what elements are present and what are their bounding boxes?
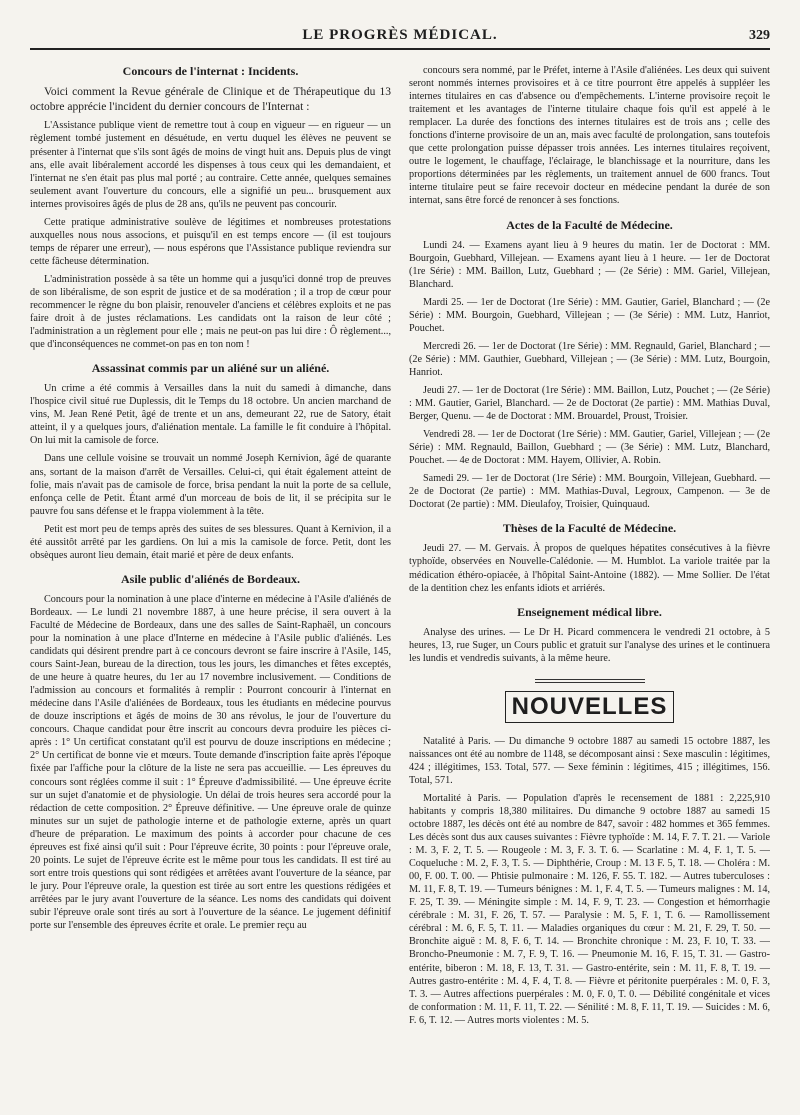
left-column [30,64,391,1095]
paragraph: concours sera nommé, par le Préfet, interne à l'Asile d'aliénées. Les deux qui suivent seront nommés internes provisoires et à ce titre pourront être appelés à suppléer les internes titulaires en cas d'absence ou d'empêchements. L'interne provisoire reçoit le traitement et les avantages de l'interne titulaire chaque fois qu'il est appelé à le remplacer. La durée des fonctions des internes titulaires est de trois ans ; celle des fonctions d'interne provisoire de un an, mais avec faculté de prolongation, sans toutefois que cette prolongation puisse dépasser trois années. Les internes titulaires reçoivent, outre le logement, le chauffage, l'éclairage, le blanchissage et la nourriture, dans les proportions déterminées par les règlements, un traitement annuel de 600 francs. Tout interne titulaire peut se faire recevoir docteur en médecine pendant la durée de son internat, sans être forcé de renoncer à ses fonctions. [409,65,770,207]
paragraph: Mardi 25. — 1er de Doctorat (1re Série) : MM. Gautier, Gariel, Blanchard ; — (2e Série) : MM. Bourgoin, Guebhard, Villejean ; — (3e Série) : MM. Lutz, Hanriot, Pouchet. [409,296,770,334]
section-title-actes-faculte: Actes de la Faculté de Médecine. [506,217,673,232]
paragraph: Samedi 29. — 1er de Doctorat (1re Série) : MM. Bourgoin, Villejean, Guebhard. — 2e de Doctorat (2e partie) : MM. Mathias-Duval, Legroux, Campenon. — 3e de Doctorat (2e partie) : MM. Dieulafoy, Troisier, Quinquaud. [409,473,770,511]
running-header [30,20,770,44]
running-title: LE PROGRÈS MÉDICAL. [302,27,498,43]
paragraph: Mercredi 26. — 1er de Doctorat (1re Série) : MM. Regnauld, Gariel, Blanchard ; — (2e Série) : MM. Gauthier, Guebhard, Villejean ; — (3e Série) : MM. Lutz, Bourgoin, Hanriot. [409,340,770,378]
page-number: 329 [749,28,770,43]
right-column [409,64,770,1095]
paragraph: Lundi 24. — Examens ayant lieu à 9 heures du matin. 1er de Doctorat : MM. Bourgoin, Guebhard, Villejean. — Examens ayant lieu à 1 heure. — 1er de Doctorat (1re Série) : MM. Baillon, Lutz, Guebhard ; — (2e Série) : MM. Gariel, Villejean, Blanchard. [409,239,770,290]
section-title-assassinat: Assassinat commis par un aliéné sur un aliéné. [91,361,330,376]
nouvelles-heading [409,679,770,723]
paragraph: L'administration possède à sa tête un homme qui a jusqu'ici donné trop de preuves de son libéralisme, de son esprit de justice et de sa modération ; il a trop de cœur pour recommencer le règne du bon plaisir, renouveler d'anciens et célèbres exploits et ne pas faire droit à de justes réclamations. Les candidats ont la raison de leur côté ; l'administration a un règlement pour elle ; mais ne peut-on pas lui dire : Ô règlement..., que d'inconséquences ne commet-on pas en ton nom ! [30,273,391,351]
section-title-asile-bordeaux: Asile public d'aliénés de Bordeaux. [120,571,301,586]
paragraph: Voici comment la Revue générale de Clinique et de Thérapeutique du 13 octobre apprécie l'incident du dernier concours de l'Internat : [30,86,391,113]
paragraph: Natalité à Paris. — Du dimanche 9 octobre 1887 au samedi 15 octobre 1887, les naissances ont été au nombre de 1148, se décomposant ainsi : Sexe masculin : légitimes, 424 ; illégitimes, 153. Total, 577. — Sexe féminin : légitimes, 415 ; illégitimes, 156. Total, 571. [409,735,770,786]
paragraph: Mortalité à Paris. — Population d'après le recensement de 1881 : 2,225,910 habitants y compris 18,380 militaires. Du dimanche 9 octobre 1887 au samedi 15 octobre 1887, les décès ont été au nombre de 847, savoir : 482 hommes et 365 femmes. Les décès sont dus aux causes suivantes : Fièvre typhoïde : M. 14, F. 7. T. 21. — Variole : M. 3, F. 2, T. 5. — Rougeole : M. 3, F. 3. T. 6. — Scarlatine : M. 4, F. 1, T. 5. — Coqueluche : M. 2, F. 3, T. 5. — Diphthérie, Croup : M. 13 F. 5, T. 18. — Choléra : M. 00, F. 00. T. 00. — Phtisie pulmonaire : M. 126, F. 55. T. 182. — Autres tuberculoses : M. 11, F. 8, T. 19. — Tumeurs bénignes : M. 1, F. 4, T. 5. — Tumeurs malignes : M. 14, F. 25, T. 39. — Méningite simple : M. 14, F. 9, T. 23. — Congestion et hémorrhagie cérébrale : M. 31, F. 26, T. 57. — Paralysie : M. 5, F. 1, T. 6. — Ramollissement cérébral : M. 6, F. 5, T. 11. — Maladies organiques du cœur : M. 21, F. 29, T. 50. — Bronchite aiguë : M. 8, F. 6, T. 14. — Bronchite chronique : M. 23, F. 10, T. 33. — Broncho-Pneumonie : M. 7, F. 9, T. 16. — Pneumonie M. 16, F. 15, T. 31. — Gastro-entérite, biberon : M. 18, F. 13, T. 31. — Gastro-entérite, sein : M. 11, F. 8, T. 19. — Autres gastro-entérite : M. 4, F. 4, T. 8. — Fièvre et péritonite puerpérales : M. 0, F. 3, T. 3. — Autres affections puerpérales : M. 0, F. 0, T. 0. — Débilité congénitale et vices de conformation : M. 11, F. 11, T. 22. — Sénilité : M. 8, F. 11, T. 19. — Suicides : M. 6, F. 6, T. 12. — Autres morts violentes : M. 5. [409,792,770,1026]
paragraph: Vendredi 28. — 1er de Doctorat (1re Série) : MM. Gautier, Gariel, Villejean ; — (2e Série) : MM. Regnauld, Baillon, Guebhard ; — (3e Série) : MM. Lutz, Blanchard, Pouchet. — 4e de Doctorat : MM. Hayem, Ollivier, A. Robin. [409,429,770,467]
paragraph: Dans une cellule voisine se trouvait un nommé Joseph Kernivion, âgé de quarante ans, sortant de la maison d'arrêt de Versailles. Celui-ci, qui était également atteint de folie, mais n'avait pas de camisole de force, brisa pendant la nuit la porte de sa cellule, enfonça celle de Petit. Étant armé d'un morceau de bois de lit, il se précipita sur le pauvre fou sans défense et le frappa violemment à la tête. [30,453,391,517]
paragraph: Concours pour la nomination à une place d'interne en médecine à l'Asile d'aliénés de Bordeaux. — Le lundi 21 novembre 1887, à une heure précise, il sera ouvert à la Faculté de Médecine de Bordeaux, dans une des salles de Saint-Raphaël, un concours pour la nomination à une place d'Interne en médecine à l'Asile public d'aliénés. Les candidats qui désirent prendre part à ce concours devront se faire inscrire à l'Asile, 145, cours Saint-Jean, bureau de la direction, tous les jours, les dimanches et fêtes exceptés, de une heure à quatre heures, du 1er au 17 novembre inclusivement. — Conditions de l'admission au concours et formalités à remplir : Pourront concourir à l'internat en médecine dans l'Asile d'aliénées de Bordeaux, tous les étudiants en médecine pourvus de douze inscriptions et âgés de moins de 30 ans révolus, le jour de l'ouverture du concours. Chaque candidat pour être inscrit au concours devra produire les pièces ci-après : 1° Un certificat constatant qu'il est pourvu de douze inscriptions en médecine ; 2° Un certificat de bonne vie et mœurs. Toute demande d'inscription faite après l'époque fixée par l'affiche pour la clôture de la liste ne sera pas accueillie. — Les épreuves du concours sont réglées comme il suit : 1° Épreuve d'admissibilité. — Une épreuve écrite sur un sujet d'anatomie et de physiologie. Un délai de trois heures sera accordé pour la rédaction de cette composition. 2° Épreuve définitive. — Une épreuve orale de quinze minutes sur un sujet de pathologie interne et de pathologie externe, après un quart d'heure de préparation. Le maximum des points à accorder pour chacune de ces épreuves est fixé ainsi qu'il suit : Pour l'épreuve écrite, 30 points : pour l'épreuve orale, 20 points. Le sujet de l'épreuve écrite est le même pour tous les candidats. Il est tiré au sort entre trois questions qui sont rédigées et arrêtées avant l'ouverture de la séance, par le jury. Pour l'épreuve orale, la question est tirée au sort entre les questions rédigées et arrêtées par le jury avant l'ouverture de la séance. Les noms des candidats qui doivent subir l'épreuve orale sont tirés au sort à l'ouverture de la séance. Le jugement définitif porte sur l'ensemble des épreuves écrite et orale. Le premier reçu au [30,593,391,932]
paragraph: Cette pratique administrative soulève de légitimes et nombreuses protestations auxquelles nous nous associons, et puisqu'il en est temps encore — (il est toujours temps de réparer une erreur), — nous espérons que l'Assistance publique reviendra sur cette fâcheuse détermination. [30,216,391,267]
nouvelles-title: NOUVELLES [505,691,675,723]
section-title-enseignement: Enseignement médical libre. [517,604,662,619]
paragraph: Un crime a été commis à Versailles dans la nuit du samedi à dimanche, dans l'hospice civil situé rue Duplessis, dit le Temps du 18 octobre. Un ancien marchand de vins, M. Jean René Petit, âgé de trente et un ans, demeurant 22, rue de Satory, était atteint, il y a quelques jours, d'aliénation mentale. La famille le fit conduire à l'hôpital. On lui mit la camisole de force. [30,383,391,447]
header-rule [30,48,770,50]
paragraph: Analyse des urines. — Le Dr H. Picard commencera le vendredi 21 octobre, à 5 heures, 13, rue Suger, un Cours public et gratuit sur l'analyse des urines et le continuera les lundis et vendredis suivants, à la même heure. [409,626,770,664]
paragraph: L'Assistance publique vient de remettre tout à coup en vigueur — en rigueur — un règlement tombé justement en désuétude, en vertu duquel les élèves ne peuvent se présenter à l'internat que s'ils sont âgés de moins de vingt huit ans. Depuis plus de vingt ans, elle avait libéralement accordé les dispenses à tous ceux qui les demandaient, et l'internat ne s'en était pas plus mal porté ; au contraire. Cette année, quelques semaines seulement avant l'ouverture du concours, elle a signifié un peu... brusquement aux internes provisoires âgés de plus de 28 ans, qu'ils ne peuvent pas concourir. [30,120,391,210]
section-title-theses: Thèses de la Faculté de Médecine. [502,521,677,536]
paragraph: Jeudi 27. — M. Gervais. À propos de quelques hépatites consécutives à la fièvre typhoïde, observées en Nouvelle-Calédonie. — M. Humblot. La variole traitée par la médication éthéro-opiacée, à l'hôpital Saint-Antoine (1882). — Mme Sollier. De l'état de la dentition chez les enfants idiots et arriérés. [409,543,770,594]
paragraph: Jeudi 27. — 1er de Doctorat (1re Série) : MM. Baillon, Lutz, Pouchet ; — (2e Série) : MM. Gautier, Gariel, Blanchard. — 2e de Doctorat (2e partie) : MM. Mathias Duval, Berger, Quenu. — 4e de Doctorat : MM. Brouardel, Proust, Troisier. [409,384,770,423]
two-column-body [30,64,770,1095]
paragraph: Petit est mort peu de temps après des suites de ses blessures. Quant à Kernivion, il a été aussitôt arrêté par les gardiens. On lui a mis la camisole de force. Petit, dont les obsèques auront lieu demain, était marié et père de deux enfants. [30,523,391,561]
section-title-internat: Concours de l'internat : Incidents. [122,64,299,78]
